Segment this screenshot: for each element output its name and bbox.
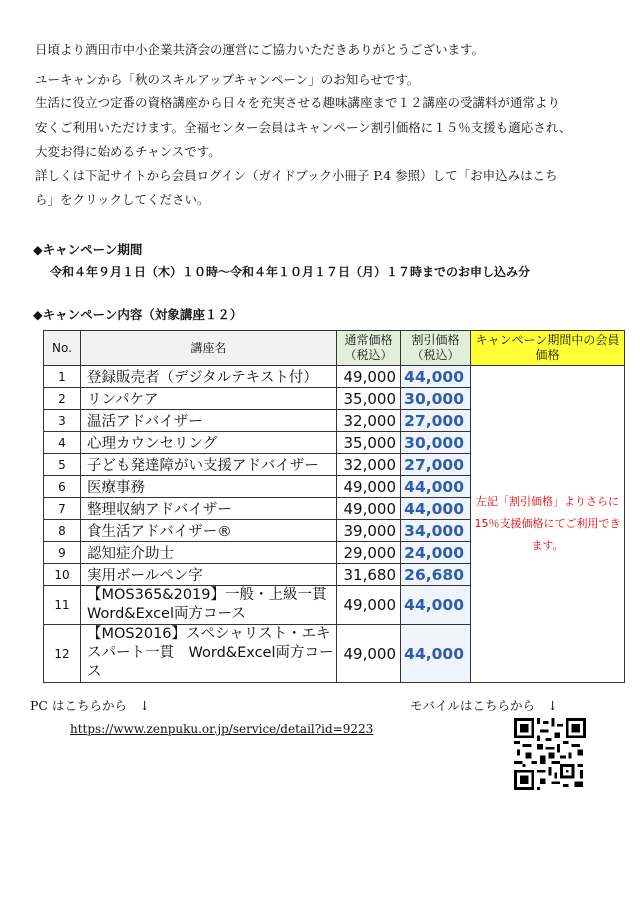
period-text: 令和４年９月１日（木）１０時～令和４年１０月１７日（月）１７時までのお申し込み分 — [50, 265, 531, 279]
header-regular-price: 通常価格（税込） — [337, 331, 401, 366]
course-name: リンパケア — [81, 388, 337, 410]
discount-price: 44,000 — [401, 586, 471, 625]
course-table — [43, 330, 625, 683]
course-name: 医療事務 — [81, 476, 337, 498]
course-name: 認知症介助士 — [81, 542, 337, 564]
discount-price: 44,000 — [401, 476, 471, 498]
greeting-line: 日頃より酒田市中小企業共済会の運営にご協力いただきありがとうございます。 — [35, 42, 485, 57]
course-no: 12 — [44, 625, 81, 683]
regular-price: 49,000 — [337, 498, 401, 520]
discount-price: 24,000 — [401, 542, 471, 564]
regular-price: 49,000 — [337, 586, 401, 625]
pc-link-url[interactable]: https://www.zenpuku.or.jp/service/detail?id=9223 — [70, 722, 374, 736]
header-course-name: 講座名 — [81, 331, 337, 366]
body-line-3: 大変お得に始めるチャンスです。 — [35, 144, 221, 159]
course-name: 【MOS2016】スペシャリスト・エキスパート一貫 Word&Excel両方コース — [81, 625, 337, 683]
course-no: 4 — [44, 432, 81, 454]
course-name: 【MOS365&2019】一般・上級一貫 Word&Excel両方コース — [81, 586, 337, 625]
course-no: 1 — [44, 366, 81, 388]
discount-price: 30,000 — [401, 388, 471, 410]
table-header-row — [44, 331, 625, 366]
course-name: 実用ボールペン字 — [81, 564, 337, 586]
pc-link-label: PC はこちらから ↓ — [30, 698, 150, 713]
regular-price: 49,000 — [337, 366, 401, 388]
course-name: 子ども発達障がい支援アドバイザー — [81, 454, 337, 476]
regular-price: 31,680 — [337, 564, 401, 586]
period-heading: ◆キャンペーン期間 — [33, 242, 143, 257]
qr-code[interactable] — [514, 718, 586, 790]
header-member-price: キャンペーン期間中の会員価格 — [471, 331, 625, 366]
discount-price: 44,000 — [401, 366, 471, 388]
regular-price: 39,000 — [337, 520, 401, 542]
table-row — [44, 366, 625, 388]
course-no: 2 — [44, 388, 81, 410]
course-name: 心理カウンセリング — [81, 432, 337, 454]
discount-price: 44,000 — [401, 498, 471, 520]
regular-price: 49,000 — [337, 476, 401, 498]
course-no: 7 — [44, 498, 81, 520]
course-name: 整理収納アドバイザー — [81, 498, 337, 520]
course-no: 6 — [44, 476, 81, 498]
discount-price: 44,000 — [401, 625, 471, 683]
regular-price: 49,000 — [337, 625, 401, 683]
campaign-intro-line: ユーキャンから「秋のスキルアップキャンペーン」のお知らせです。 — [35, 72, 420, 87]
course-no: 5 — [44, 454, 81, 476]
course-no: 9 — [44, 542, 81, 564]
regular-price: 32,000 — [337, 454, 401, 476]
regular-price: 35,000 — [337, 388, 401, 410]
course-no: 10 — [44, 564, 81, 586]
discount-price: 26,680 — [401, 564, 471, 586]
discount-price: 30,000 — [401, 432, 471, 454]
body-line-2: 安くご利用いただけます。全福センター会員はキャンペーン割引価格に１５％支援も適応され、 — [35, 120, 572, 135]
mobile-link-label: モバイルはこちらから ↓ — [410, 698, 558, 713]
header-no: No. — [44, 331, 81, 366]
contents-heading: ◆キャンペーン内容（対象講座１２） — [33, 307, 243, 322]
course-no: 11 — [44, 586, 81, 625]
discount-price: 27,000 — [401, 410, 471, 432]
member-price-note: 左記「割引価格」よりさらに 15％支援価格にてご利用できます。 — [471, 366, 625, 683]
course-no: 3 — [44, 410, 81, 432]
body-line-4: 詳しくは下記サイトから会員ログイン（ガイドブック小冊子 P.4 参照）して「お申込みはこち — [35, 168, 558, 183]
course-no: 8 — [44, 520, 81, 542]
body-line-1: 生活に役立つ定番の資格講座から日々を充実させる趣味講座まで１２講座の受講料が通常より — [35, 95, 561, 110]
discount-price: 27,000 — [401, 454, 471, 476]
course-name: 登録販売者（デジタルテキスト付） — [81, 366, 337, 388]
regular-price: 29,000 — [337, 542, 401, 564]
body-line-5: ら」をクリックしてください。 — [35, 192, 210, 207]
regular-price: 32,000 — [337, 410, 401, 432]
course-name: 食生活アドバイザー® — [81, 520, 337, 542]
regular-price: 35,000 — [337, 432, 401, 454]
course-name: 温活アドバイザー — [81, 410, 337, 432]
header-discount-price: 割引価格（税込） — [401, 331, 471, 366]
discount-price: 34,000 — [401, 520, 471, 542]
